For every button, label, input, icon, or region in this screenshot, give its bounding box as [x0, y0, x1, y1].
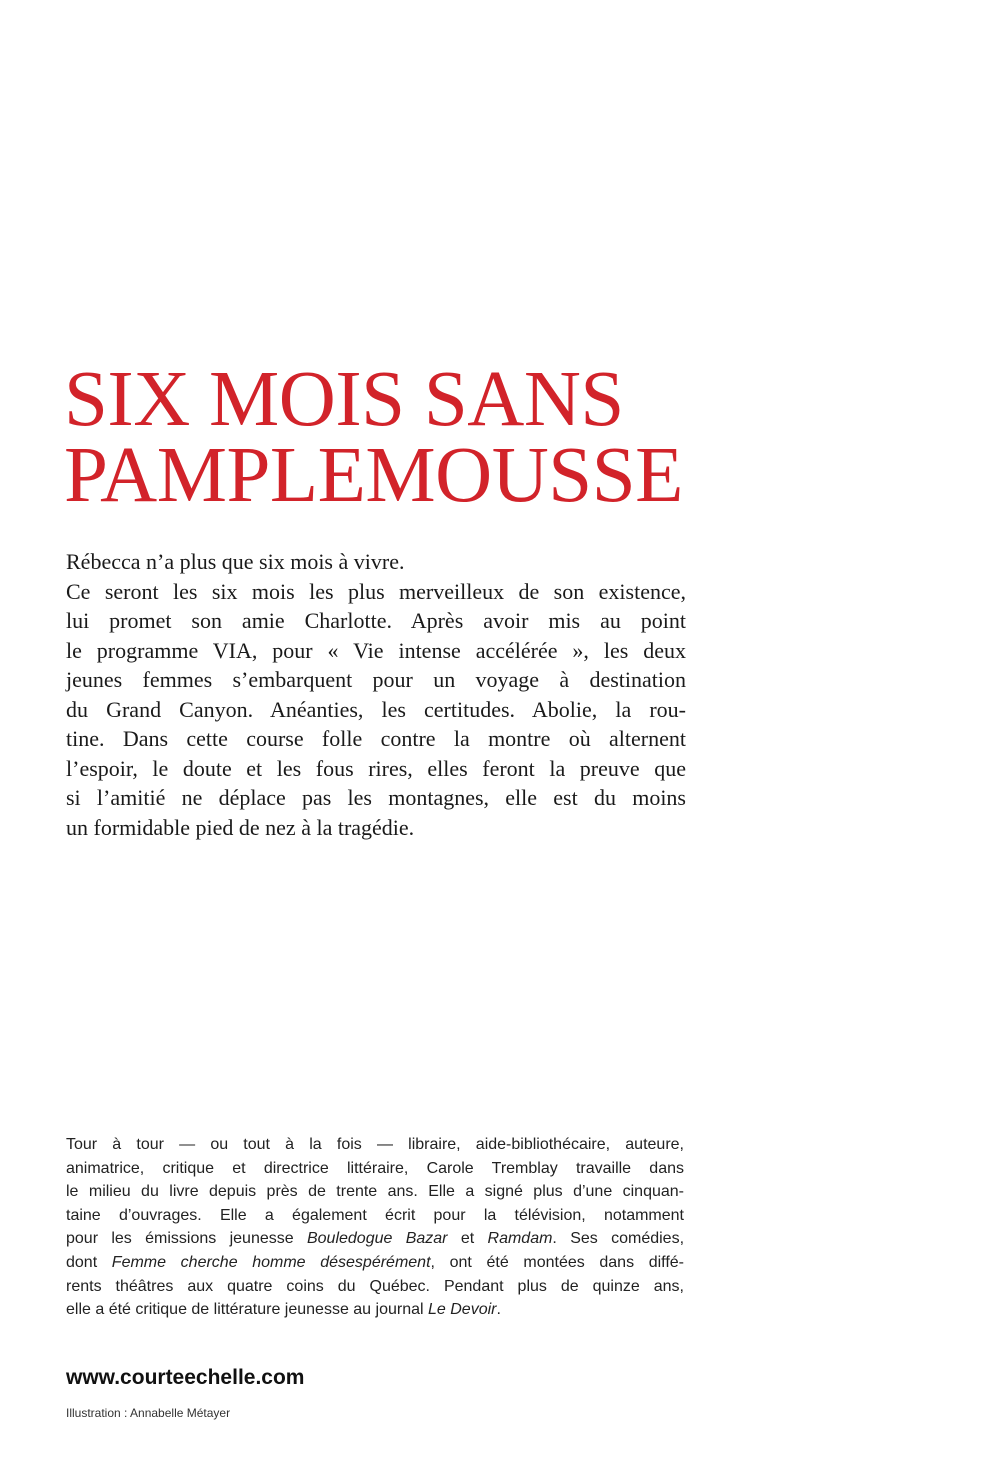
summary-line: lui promet son amie Charlotte. Après avoir mis au point — [66, 608, 686, 633]
summary-line: du Grand Canyon. Anéanties, les certitudes. Abolie, la rou- — [66, 696, 686, 722]
bio-line: Tour à tour — ou tout à la fois — libraire, aide-bibliothécaire, auteure, — [66, 1136, 684, 1153]
show-title-bouledogue-bazar: Bouledogue Bazar — [306, 1230, 448, 1248]
bio-text: pour les émissions jeunesse — [66, 1230, 307, 1248]
bio-line: le milieu du livre depuis près de trente ans. Elle a signé plus d’une cinquan- — [66, 1183, 684, 1201]
book-title-line-2: PAMPLEMOUSSE — [64, 432, 683, 519]
book-summary — [66, 547, 686, 842]
newspaper-title: Le Devoir — [428, 1301, 497, 1319]
book-title — [64, 356, 683, 519]
illustration-credit: Illustration : Annabelle Métayer — [66, 1406, 231, 1420]
bio-text: et — [447, 1230, 488, 1248]
bio-text: dont — [66, 1253, 112, 1271]
bio-line — [66, 1251, 684, 1275]
summary-line: jeunes femmes s’embarquent pour un voyage à destination — [66, 667, 686, 692]
bio-text: . — [496, 1301, 501, 1319]
summary-line: si l’amitié ne déplace pas les montagnes, elle est du moins — [66, 785, 686, 810]
summary-line: un formidable pied de nez à la tragédie. — [66, 814, 415, 840]
summary-line: l’espoir, le doute et les fous rires, elles feront la preuve que — [66, 755, 686, 781]
bio-line: rents théâtres aux quatre coins du Québec. Pendant plus de quinze ans, — [66, 1277, 684, 1295]
bio-line: taine d’ouvrages. Elle a également écrit pour la télévision, notamment — [66, 1206, 684, 1224]
summary-line: le programme VIA, pour « Vie intense accélérée », les deux — [66, 637, 686, 663]
bio-line — [66, 1227, 684, 1251]
bio-line — [66, 1298, 684, 1322]
summary-line: tine. Dans cette course folle contre la montre où alternent — [66, 726, 686, 751]
play-title: Femme cherche homme désespérément — [111, 1253, 431, 1271]
bio-text: elle a été critique de littérature jeunesse au journal — [66, 1301, 428, 1319]
bio-line: animatrice, critique et directrice littéraire, Carole Tremblay travaille dans — [66, 1159, 684, 1177]
publisher-website[interactable]: www.courteechelle.com — [66, 1366, 305, 1389]
summary-line: Ce seront les six mois les plus merveilleux de son existence, — [66, 578, 686, 604]
summary-line: Rébecca n’a plus que six mois à vivre. — [66, 549, 405, 574]
bio-text: , ont été montées dans diffé- — [430, 1253, 685, 1271]
book-title-line-1: SIX MOIS SANS — [64, 356, 624, 443]
show-title-ramdam: Ramdam — [487, 1230, 553, 1248]
bio-text: . Ses comédies, — [552, 1230, 685, 1248]
author-bio — [66, 1133, 684, 1322]
